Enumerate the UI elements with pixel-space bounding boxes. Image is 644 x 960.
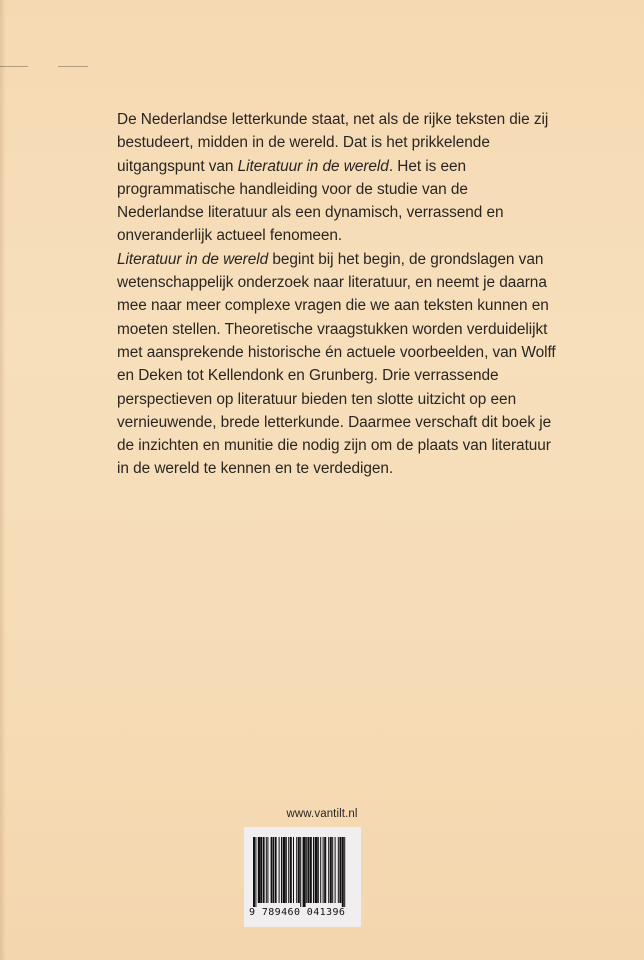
cover-scratch-mark: [0, 66, 28, 67]
barcode-bar: [324, 837, 326, 903]
barcode-bar: [338, 837, 339, 903]
barcode-bar: [306, 837, 307, 903]
blurb-paragraph-1: De Nederlandse letterkunde staat, net als de rijke teksten die zij bestudeert, midden in de wereld. Dat is het prikkelende uitgangspunt van Literatuur in de wereld. Het is een programmatische handleiding voor de studie van de Nederlandse literatuur als een dynamisch, verrassend en onveranderlijk actueel fenomeen.: [117, 111, 549, 245]
barcode-bar: [258, 837, 261, 903]
barcode-bar: [266, 837, 267, 903]
barcode-bar: [261, 837, 262, 903]
book-title-italic: Literatuur in de wereld: [117, 250, 269, 268]
blurb-text: [117, 108, 557, 481]
publisher-website: www.vantilt.nl: [286, 808, 358, 820]
barcode-bar: [263, 837, 265, 903]
barcode-bar: [279, 837, 280, 903]
barcode-bar: [332, 837, 333, 903]
barcode-bar: [298, 837, 300, 903]
barcode-bar: [275, 837, 277, 903]
barcode-bar: [330, 837, 332, 903]
barcode-bar: [315, 837, 318, 903]
barcode-bar: [296, 837, 297, 903]
barcode-bar: [310, 837, 312, 903]
barcode-bar: [323, 837, 324, 903]
barcode-bar: [290, 837, 292, 903]
barcode-bar: [283, 837, 286, 903]
barcode-bar: [344, 837, 345, 907]
barcode-bar: [307, 837, 309, 903]
barcode-bar: [267, 837, 268, 903]
barcode-bar: [288, 837, 289, 903]
barcode-bar: [286, 837, 287, 903]
barcode-bar: [318, 837, 319, 903]
barcode-bar: [335, 837, 336, 903]
isbn-digits: 9 789460 041396: [249, 907, 346, 918]
book-title-italic: Literatuur in de wereld: [237, 157, 389, 175]
cover-scratch-mark: [58, 66, 88, 67]
barcode-bar: [271, 837, 273, 903]
barcode-bar: [328, 837, 329, 903]
barcode-bar: [339, 837, 341, 903]
barcode-bar: [320, 837, 321, 903]
barcode-bar: [255, 837, 256, 907]
barcode-bar: [293, 837, 294, 903]
barcode-bar: [281, 837, 282, 903]
barcode-bar: [300, 837, 301, 907]
barcode-label: [244, 827, 361, 927]
barcode-bar: [253, 837, 255, 907]
barcode-bar: [303, 837, 306, 907]
blurb-paragraph-2: Literatuur in de wereld begint bij het begin, de grondslagen van wetenschappelijk onderzoek naar literatuur, en neemt je daarna mee naar meer complexe vragen die we aan teksten kunnen en moeten stellen. Theoretische vraagstukken worden verduidelijkt met aansprekende historische én actuele voorbeelden, van Wolff en Deken tot Kellendonk en Grunberg. Drie verrassende perspectieven op literatuur bieden ten slotte uitzicht op een vernieuwende, brede letterkunde. Daarmee verschaft dit boek je de inzichten en munitie die nodig zijn om de plaats van literatuur in de wereld te kennen en te verdedigen.: [117, 250, 556, 478]
barcode-bar: [342, 837, 344, 907]
ean13-barcode-icon: [253, 837, 352, 907]
barcode-bar: [313, 837, 314, 903]
barcode-bar: [273, 837, 274, 903]
